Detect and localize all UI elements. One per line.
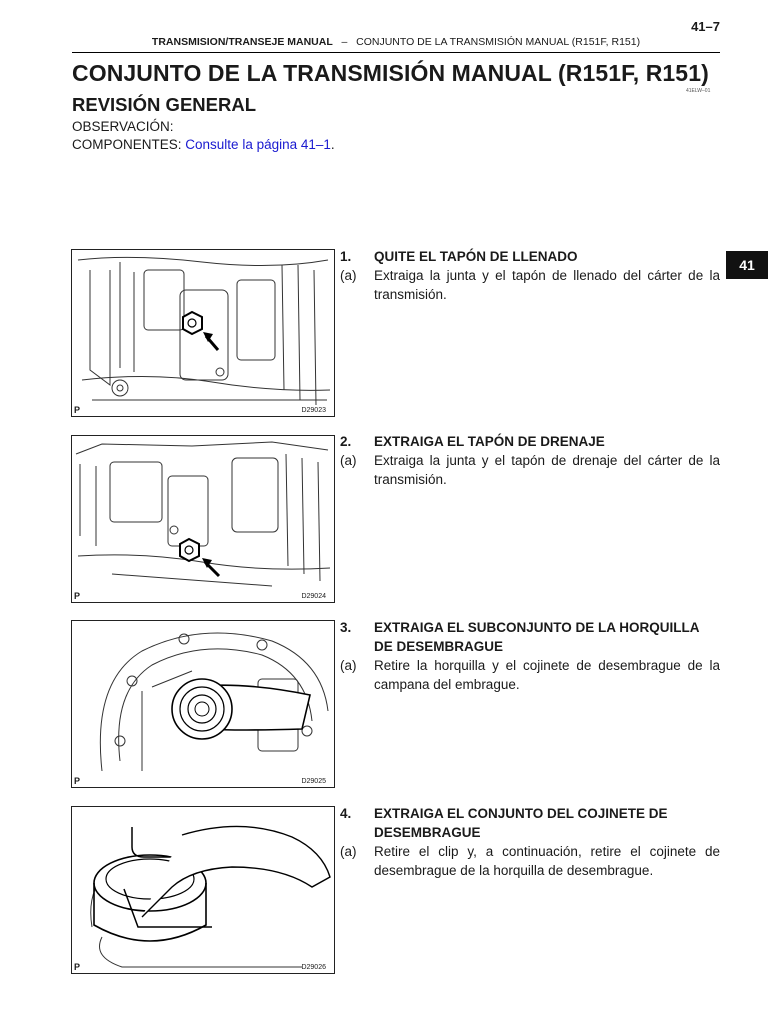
- page-title: CONJUNTO DE LA TRANSMISIÓN MANUAL (R151F, R151): [72, 60, 709, 86]
- step-substep: [340, 842, 720, 880]
- substep-text: Retire la horquilla y el cojinete de desembrague de la campana del embrague.: [374, 658, 720, 692]
- step-number: 4.: [340, 806, 352, 821]
- step-number: 1.: [340, 249, 352, 264]
- header-rule: [72, 52, 720, 53]
- step-substep: [340, 656, 720, 694]
- step-substep: [340, 266, 720, 304]
- drain-plug-illustration: [72, 436, 334, 602]
- step-heading: EXTRAIGA EL CONJUNTO DEL COJINETE DE DESEMBRAGUE: [374, 806, 668, 840]
- step-heading: EXTRAIGA EL SUBCONJUNTO DE LA HORQUILLA DE DESEMBRAGUE: [374, 620, 700, 654]
- release-bearing-illustration: [72, 807, 334, 973]
- step-heading: QUITE EL TAPÓN DE LLENADO: [374, 249, 578, 264]
- running-head-separator: –: [341, 36, 348, 48]
- substep-label: (a): [340, 268, 357, 283]
- figure-p-mark: P: [74, 405, 81, 415]
- figure-drain-plug: [71, 435, 335, 603]
- figure-p-mark: P: [74, 776, 81, 786]
- substep-label: (a): [340, 658, 357, 673]
- figure-fill-plug: [71, 249, 335, 417]
- step-heading: EXTRAIGA EL TAPÓN DE DRENAJE: [374, 434, 605, 449]
- figure-p-mark: P: [74, 962, 81, 972]
- step-number: 3.: [340, 620, 352, 635]
- substep-label: (a): [340, 453, 357, 468]
- step-2: [340, 432, 720, 489]
- components-line: [72, 137, 335, 152]
- step-1: [340, 247, 720, 304]
- substep-text: Extraiga la junta y el tapón de llenado del cárter de la transmisión.: [374, 268, 720, 302]
- step-substep: [340, 451, 720, 489]
- step-4: [340, 804, 720, 880]
- section-subtitle: REVISIÓN GENERAL: [72, 94, 256, 115]
- substep-text: Retire el clip y, a continuación, retire el cojinete de desembrague de la horquilla de desembrague.: [374, 844, 720, 878]
- components-label: COMPONENTES:: [72, 137, 182, 152]
- figure-p-mark: P: [74, 591, 81, 601]
- fill-plug-illustration: [72, 250, 334, 416]
- running-head: [72, 36, 720, 48]
- page-number: 41–7: [691, 19, 720, 34]
- figure-release-fork: [71, 620, 335, 788]
- release-fork-illustration: [72, 621, 334, 787]
- running-head-section: TRANSMISION/TRANSEJE MANUAL: [151, 36, 333, 48]
- observation-label: OBSERVACIÓN:: [72, 119, 174, 134]
- section-tab: 41: [726, 251, 768, 279]
- step-3: [340, 618, 720, 694]
- figure-code: D29025: [301, 778, 326, 785]
- step-number: 2.: [340, 434, 352, 449]
- doc-code: 41ELW–01: [686, 88, 711, 94]
- components-page-link[interactable]: Consulte la página 41–1: [185, 137, 331, 152]
- running-head-chapter: CONJUNTO DE LA TRANSMISIÓN MANUAL (R151F, R151): [356, 36, 641, 48]
- figure-code: D29023: [301, 407, 326, 414]
- components-period: .: [330, 137, 335, 152]
- substep-label: (a): [340, 844, 357, 859]
- figure-code: D29026: [301, 964, 326, 971]
- figure-release-bearing: [71, 806, 335, 974]
- figure-code: D29024: [301, 593, 326, 600]
- substep-text: Extraiga la junta y el tapón de drenaje del cárter de la transmisión.: [374, 453, 720, 487]
